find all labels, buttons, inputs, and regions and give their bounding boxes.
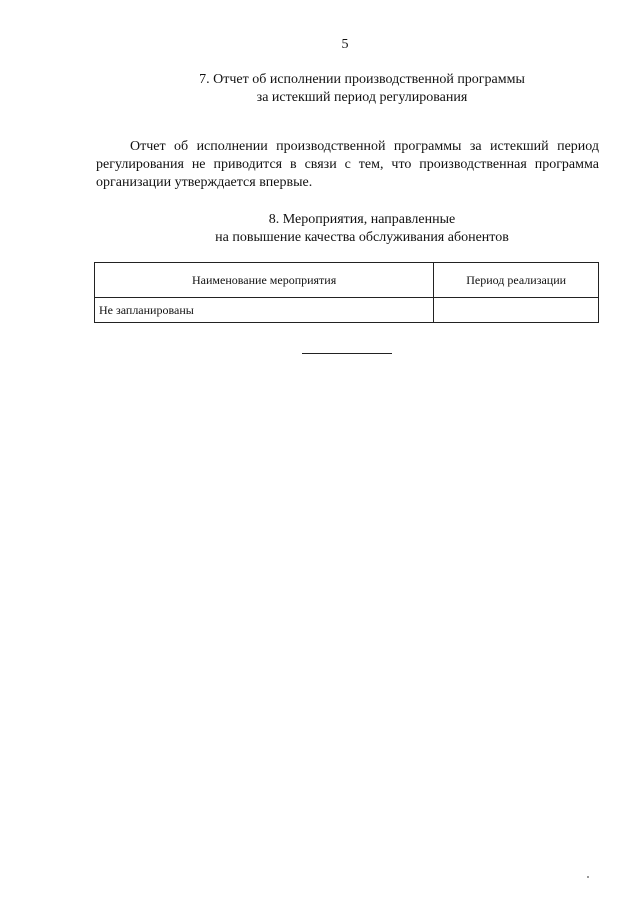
column-header-period: Период реализации [434,263,599,298]
end-divider-line [302,353,392,354]
table-header-row [95,263,599,298]
column-header-event-name: Наименование мероприятия [95,263,434,298]
section-7-paragraph: Отчет об исполнении производственной программы за истекший период регулирования не приводится в связи с тем, что производственная программа организации утверждается впервые. [96,139,599,190]
section-8-heading [42,211,640,247]
table-cell-period [434,298,599,323]
table-cell-event-name: Не запланированы [95,298,434,323]
section-8-title-line-1: 8. Мероприятия, направленные [268,212,456,227]
section-7-heading [42,71,640,107]
events-table [94,262,599,323]
scan-speck [587,876,589,878]
page-number: 5 [341,37,349,52]
section-7-title-line-2: за истекший период регулирования [256,90,468,105]
section-8-title-line-2: на повышение качества обслуживания абонентов [215,230,509,245]
table-row [95,298,599,323]
section-7-title-line-1: 7. Отчет об исполнении производственной программы [199,72,525,87]
